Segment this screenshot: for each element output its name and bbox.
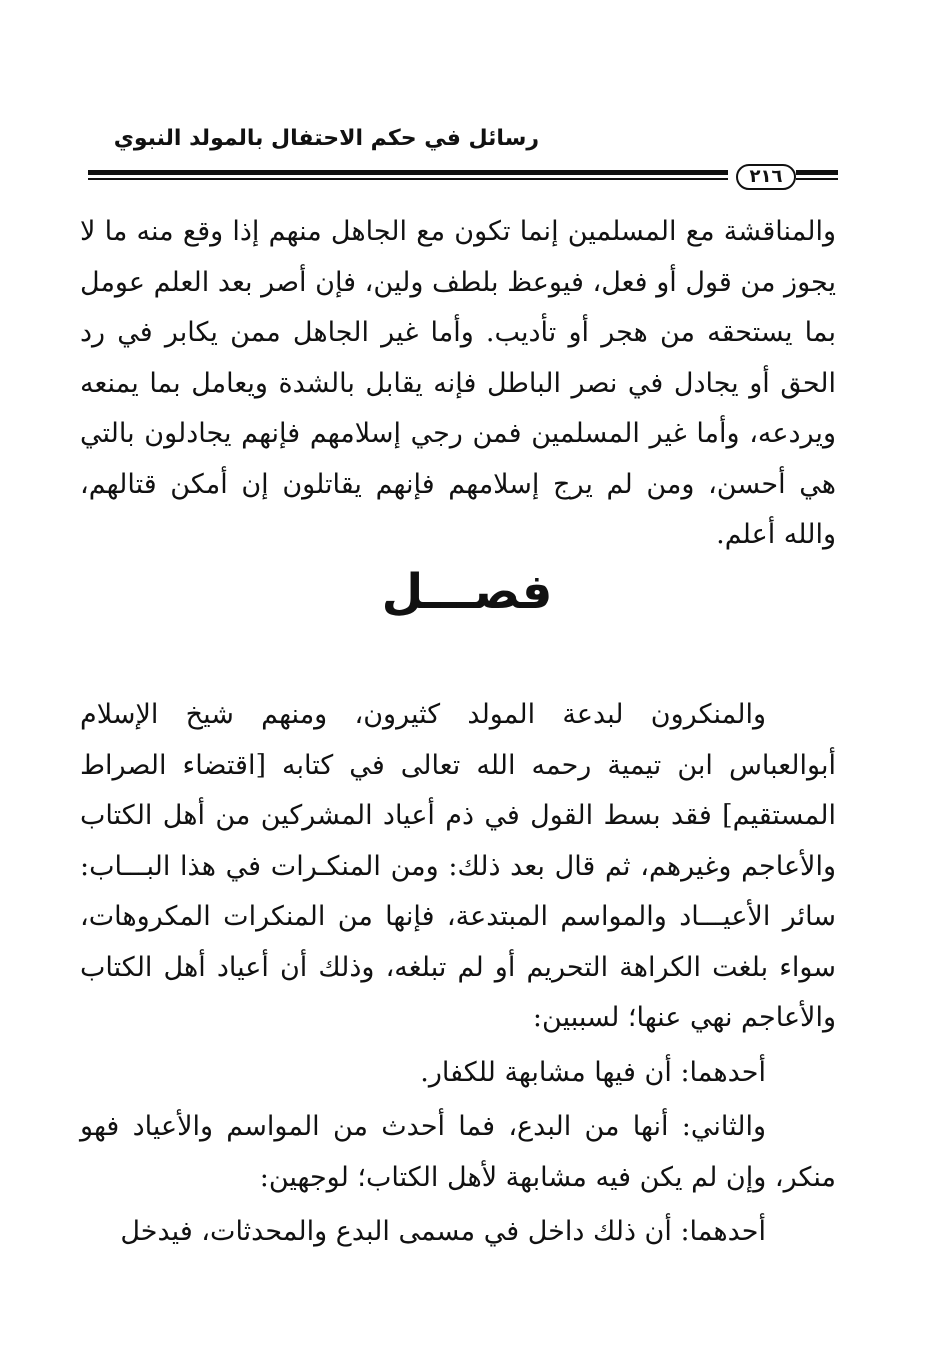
- section-heading: فصـــل: [381, 564, 553, 620]
- paragraph-2: والمنكرون لبدعة المولد كثيرون، ومنهم شيخ الإسلام أبوالعباس ابن تيمية رحمه الله تعالى في كتابه [اقتضاء الصراط المستقيم] فقد بسط القول في ذم أعياد المشركين من أهل الكتاب والأعاجم وغيرهم، ثم قال بعد ذلك: ومن المنكـرات في هذا البـــاب: سائر الأعيـــاد والمواسم المبتدعة، فإنها من المنكرات المكروهات، سواء بلغت الكراهة التحريم أو لم تبلغه، وذلك أن أعياد أهل الكتاب والأعاجم نهي عنها؛ لسببين:: [80, 699, 836, 1033]
- header-rule: [88, 164, 838, 194]
- paragraph-1: والمناقشة مع المسلمين إنما تكون مع الجاهل منهم إذا وقع منه ما لا يجوز من قول أو فعل، فيوعظ بلطف ولين، فإن أصر بعد العلم عومل بما يستحقه من هجر أو تأديب. وأما غير الجاهل ممن يكابر في رد الحق أو يجادل في نصر الباطل فإنه يقابل بالشدة ويعامل بما يمنعه ويردعه، وأما غير المسلمين فمن رجي إسلامهم فإنهم يجادلون بالتي هي أحسن، ومن لم يرج إسلامهم فإنهم يقاتلون إن أمكن قتالهم، والله أعلم.: [80, 216, 836, 550]
- body-text-lower: [80, 690, 836, 1258]
- paragraph-4: والثاني: أنها من البدع، فما أحدث من المواسم والأعياد فهو منكر، وإن لم يكن فيه مشابهة لأهل الكتاب؛ لوجهين:: [80, 1111, 836, 1193]
- paragraph-5: أحدهما: أن ذلك داخل في مسمى البدع والمحدثات، فيدخل: [120, 1216, 766, 1247]
- paragraph-3: أحدهما: أن فيها مشابهة للكفار.: [420, 1056, 766, 1088]
- running-title: رسائل في حكم الاحتفال بالمولد النبوي: [113, 126, 539, 151]
- header-rule-right: [796, 170, 838, 180]
- page-number: ٢١٦: [736, 164, 796, 190]
- body-text-top: [80, 207, 836, 561]
- header-rule-left: [88, 170, 728, 180]
